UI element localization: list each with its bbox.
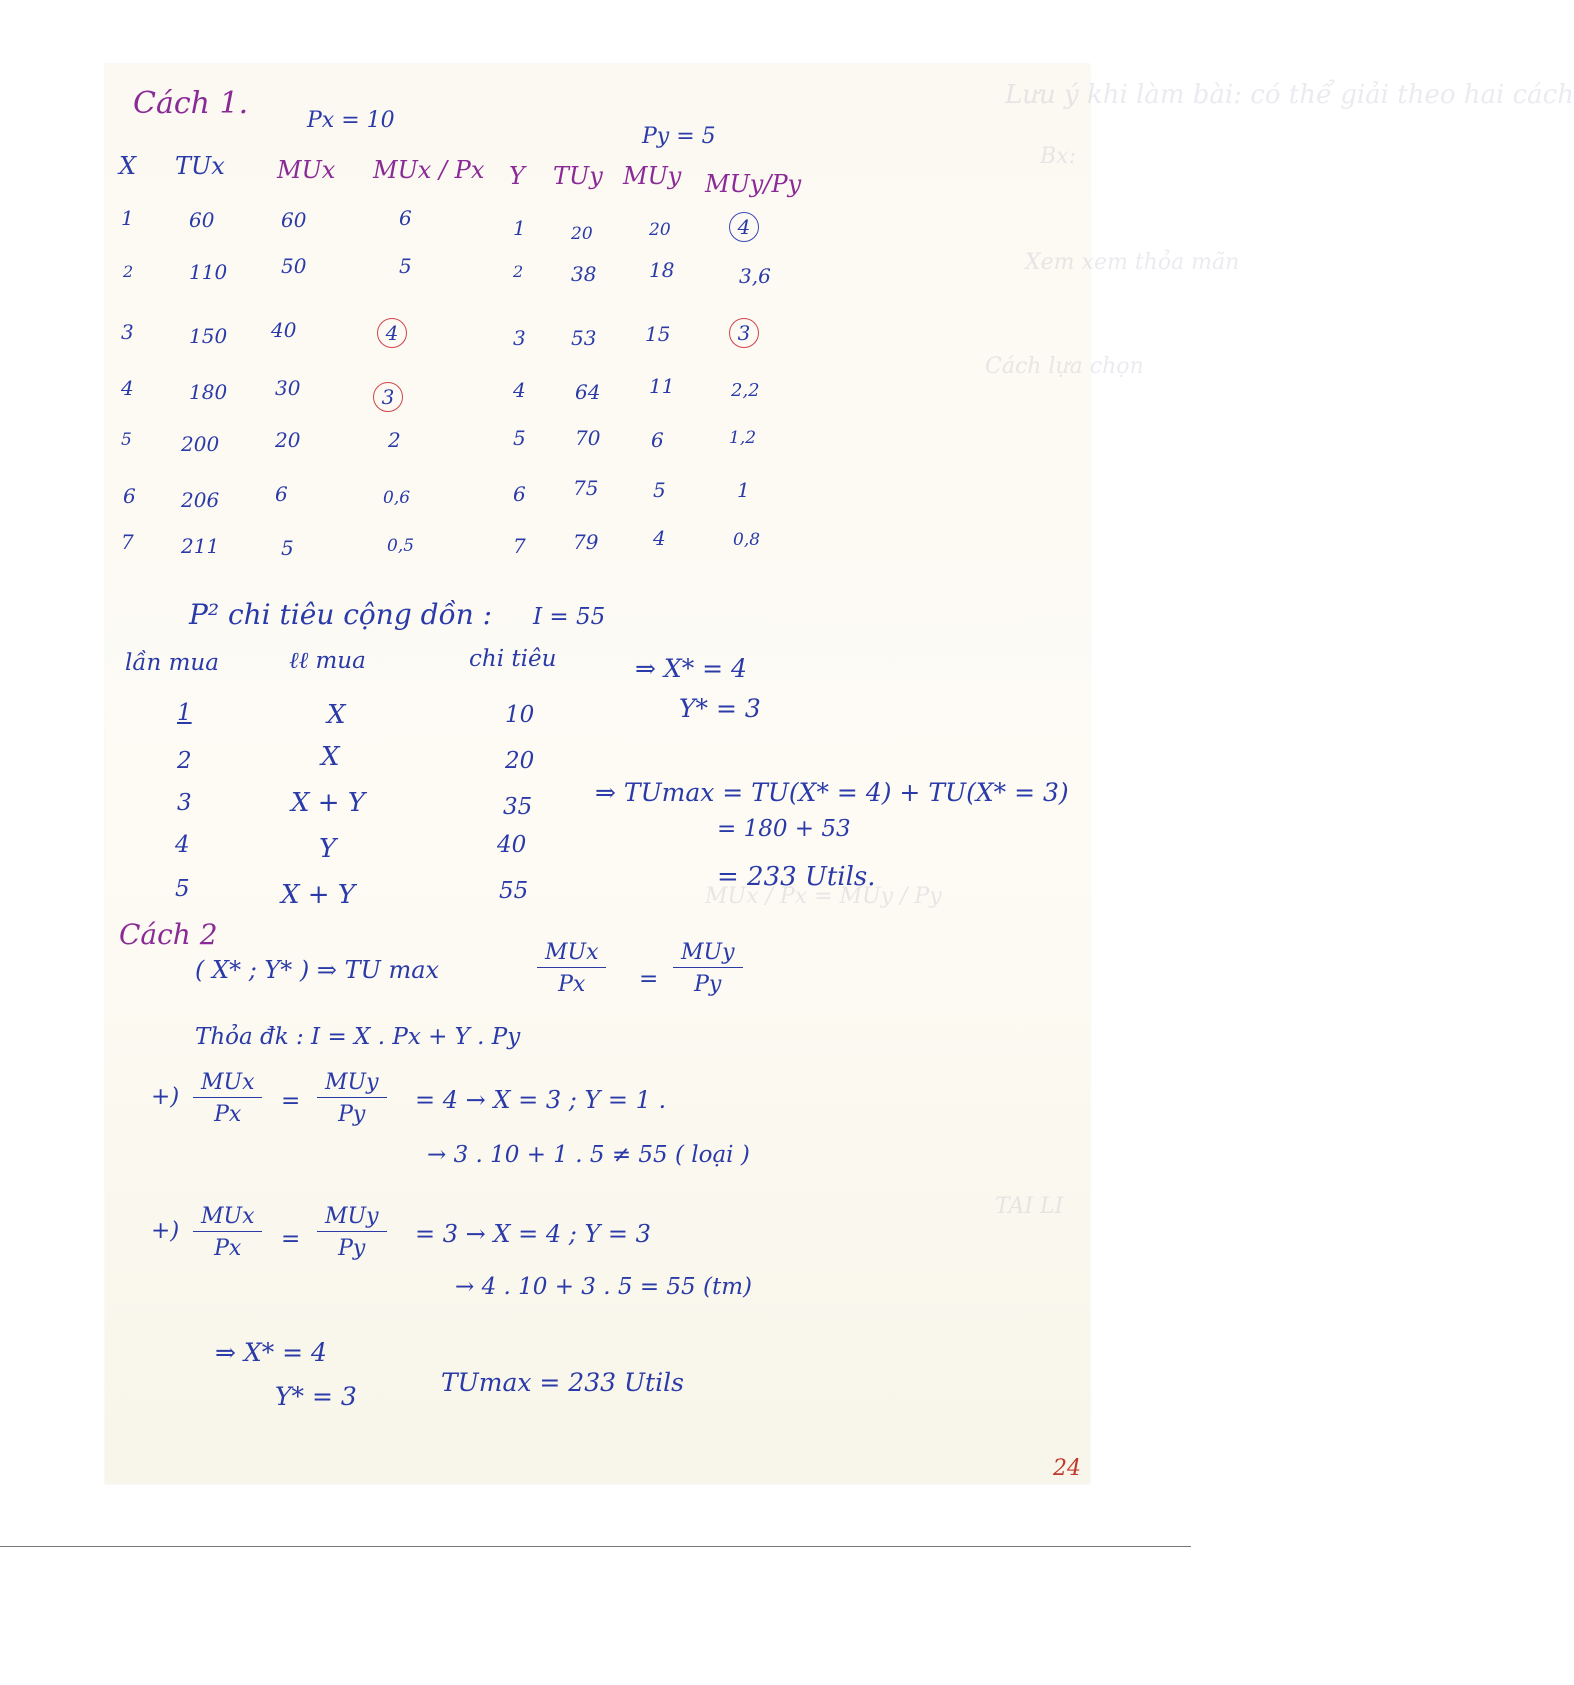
purchase-row-3-goods: X + Y xyxy=(291,788,365,818)
y-row-1-y: 1 xyxy=(513,216,526,240)
income-label: I = 55 xyxy=(533,604,606,630)
x-row-4-tu: 180 xyxy=(189,380,228,404)
condition-right-fraction: MUy Py xyxy=(673,940,743,997)
x-row-6-ratio: 0,6 xyxy=(383,488,411,508)
y-row-1-ratio-circled: 4 xyxy=(729,212,759,242)
bleed-through-text: Cách lựa chọn xyxy=(985,354,1144,379)
x-row-6-x: 6 xyxy=(123,484,136,508)
result-x: ⇒ X* = 4 xyxy=(635,654,747,683)
purchase-row-3-count: 3 xyxy=(177,790,192,816)
case2-equals: = xyxy=(281,1226,301,1252)
case2-bullet: +) xyxy=(151,1218,180,1244)
y-row-5-tu: 70 xyxy=(575,426,601,450)
x-row-7-tu: 211 xyxy=(181,534,220,558)
purchase-row-5-goods: X + Y xyxy=(281,880,355,910)
y-row-3-ratio-circled: 3 xyxy=(729,318,759,348)
x-row-5-mu: 20 xyxy=(275,428,301,452)
x-row-5-x: 5 xyxy=(121,430,132,450)
bleed-through-text: Bx: xyxy=(1040,144,1076,169)
y-row-3-tu: 53 xyxy=(571,326,597,350)
x-row-5-tu: 200 xyxy=(181,432,220,456)
tux-header: TUx xyxy=(175,152,225,180)
final-y: Y* = 3 xyxy=(275,1382,357,1411)
y-row-6-y: 6 xyxy=(513,482,526,506)
mux-header: MUx xyxy=(277,156,336,184)
case1-left-fraction: MUx Px xyxy=(193,1070,262,1127)
case1-right-fraction: MUy Py xyxy=(317,1070,387,1127)
page-divider xyxy=(0,1546,1191,1547)
purchase-row-4-goods: Y xyxy=(319,834,337,864)
y-row-2-ratio: 3,6 xyxy=(739,264,771,288)
condition-equals: = xyxy=(639,966,659,992)
final-x: ⇒ X* = 4 xyxy=(215,1338,327,1367)
x-row-1-ratio: 6 xyxy=(399,206,412,230)
purchase-header-count: lần mua xyxy=(125,650,219,676)
purchase-row-4-spend: 40 xyxy=(497,832,527,858)
purchase-row-4-count: 4 xyxy=(175,832,190,858)
y-row-5-y: 5 xyxy=(513,426,526,450)
px-label: Px = 10 xyxy=(307,108,395,133)
tumax-value: = 233 Utils. xyxy=(717,862,876,892)
x-row-5-ratio: 2 xyxy=(388,428,401,452)
x-header: X xyxy=(119,152,137,180)
y-row-7-tu: 79 xyxy=(573,530,599,554)
section1-title: Cách 1. xyxy=(133,86,249,121)
y-row-6-tu: 75 xyxy=(573,476,599,500)
bleed-through-text: TAI LI xyxy=(995,1194,1064,1219)
tumax-expression: ⇒ TUmax = TU(X* = 4) + TU(X* = 3) xyxy=(595,778,1069,807)
page-number: 24 xyxy=(1053,1456,1081,1481)
y-row-4-y: 4 xyxy=(513,378,526,402)
optimum-condition: ( X* ; Y* ) ⇒ TU max xyxy=(195,956,440,984)
mux-px-header: MUx / Px xyxy=(373,156,485,184)
case2-left-fraction: MUx Px xyxy=(193,1204,262,1261)
condition-left-fraction: MUx Px xyxy=(537,940,606,997)
result-y: Y* = 3 xyxy=(679,694,761,723)
x-row-6-mu: 6 xyxy=(275,482,288,506)
muy-header: MUy xyxy=(623,162,682,190)
case1-bullet: +) xyxy=(151,1084,180,1110)
y-row-2-y: 2 xyxy=(513,262,524,281)
purchase-row-2-count: 2 xyxy=(177,748,192,774)
case2-check: → 4 . 10 + 3 . 5 = 55 (tm) xyxy=(455,1274,752,1300)
y-row-3-y: 3 xyxy=(513,326,526,350)
y-row-1-tu: 20 xyxy=(571,224,593,244)
final-tumax: TUmax = 233 Utils xyxy=(441,1368,684,1397)
x-row-4-mu: 30 xyxy=(275,376,301,400)
y-row-3-mu: 15 xyxy=(645,322,671,346)
bleed-through-text: Lưu ý khi làm bài: có thể giải theo hai cách xyxy=(1005,80,1574,110)
x-row-7-mu: 5 xyxy=(281,536,294,560)
x-row-3-tu: 150 xyxy=(189,324,228,348)
x-row-6-tu: 206 xyxy=(181,488,220,512)
case2-result: = 3 → X = 4 ; Y = 3 xyxy=(415,1220,651,1248)
x-row-1-x: 1 xyxy=(121,206,134,230)
bleed-through-text: Xem xem thỏa mãn xyxy=(1025,250,1240,275)
purchase-header-goods: ℓℓ mua xyxy=(289,648,366,674)
purchase-row-1-goods: X xyxy=(327,700,346,730)
x-row-2-ratio: 5 xyxy=(399,254,412,278)
bleed-through-text: MUx / Px = MUy / Py xyxy=(705,884,942,909)
y-row-4-ratio: 2,2 xyxy=(731,380,760,401)
y-header: Y xyxy=(509,162,525,190)
x-row-1-tu: 60 xyxy=(189,208,215,232)
y-row-7-ratio: 0,8 xyxy=(733,530,761,550)
muy-py-header: MUy/Py xyxy=(705,170,802,198)
y-row-5-ratio: 1,2 xyxy=(729,428,757,448)
x-row-3-ratio-circled: 4 xyxy=(377,318,407,348)
y-row-2-tu: 38 xyxy=(571,262,597,286)
x-row-2-x: 2 xyxy=(123,262,134,281)
tumax-sum: = 180 + 53 xyxy=(717,816,851,842)
py-label: Py = 5 xyxy=(642,124,716,149)
case1-result: = 4 → X = 3 ; Y = 1 . xyxy=(415,1086,667,1114)
y-row-6-mu: 5 xyxy=(653,478,666,502)
tuy-header: TUy xyxy=(553,162,603,190)
purchase-row-2-spend: 20 xyxy=(505,748,535,774)
purchase-header-spend: chi tiêu xyxy=(469,646,557,672)
notebook-page xyxy=(105,64,1574,1484)
purchase-row-1-spend: 10 xyxy=(505,702,535,728)
cumulative-title: P² chi tiêu cộng dồn : xyxy=(189,598,493,631)
purchase-row-5-spend: 55 xyxy=(499,878,529,904)
budget-constraint: Thỏa đk : I = X . Px + Y . Py xyxy=(195,1024,521,1050)
x-row-2-tu: 110 xyxy=(189,260,228,284)
x-row-3-x: 3 xyxy=(121,320,134,344)
y-row-1-mu: 20 xyxy=(649,220,671,240)
y-row-5-mu: 6 xyxy=(651,428,664,452)
purchase-row-3-spend: 35 xyxy=(503,794,533,820)
y-row-6-ratio: 1 xyxy=(737,478,750,502)
section2-title: Cách 2 xyxy=(119,918,218,951)
x-row-3-mu: 40 xyxy=(271,318,297,342)
case2-right-fraction: MUy Py xyxy=(317,1204,387,1261)
purchase-row-1-count: 1 xyxy=(177,700,192,726)
purchase-row-5-count: 5 xyxy=(175,876,190,902)
y-row-4-tu: 64 xyxy=(575,380,601,404)
x-row-7-ratio: 0,5 xyxy=(387,536,415,556)
case1-check: → 3 . 10 + 1 . 5 ≠ 55 ( loại ) xyxy=(427,1142,750,1168)
x-row-7-x: 7 xyxy=(121,530,134,554)
purchase-row-2-goods: X xyxy=(321,742,340,772)
y-row-7-mu: 4 xyxy=(653,526,666,550)
x-row-2-mu: 50 xyxy=(281,254,307,278)
x-row-4-ratio-circled: 3 xyxy=(373,382,403,412)
y-row-2-mu: 18 xyxy=(649,258,675,282)
case1-equals: = xyxy=(281,1088,301,1114)
y-row-7-y: 7 xyxy=(513,534,526,558)
y-row-4-mu: 11 xyxy=(649,374,675,398)
x-row-1-mu: 60 xyxy=(281,208,307,232)
x-row-4-x: 4 xyxy=(121,376,134,400)
